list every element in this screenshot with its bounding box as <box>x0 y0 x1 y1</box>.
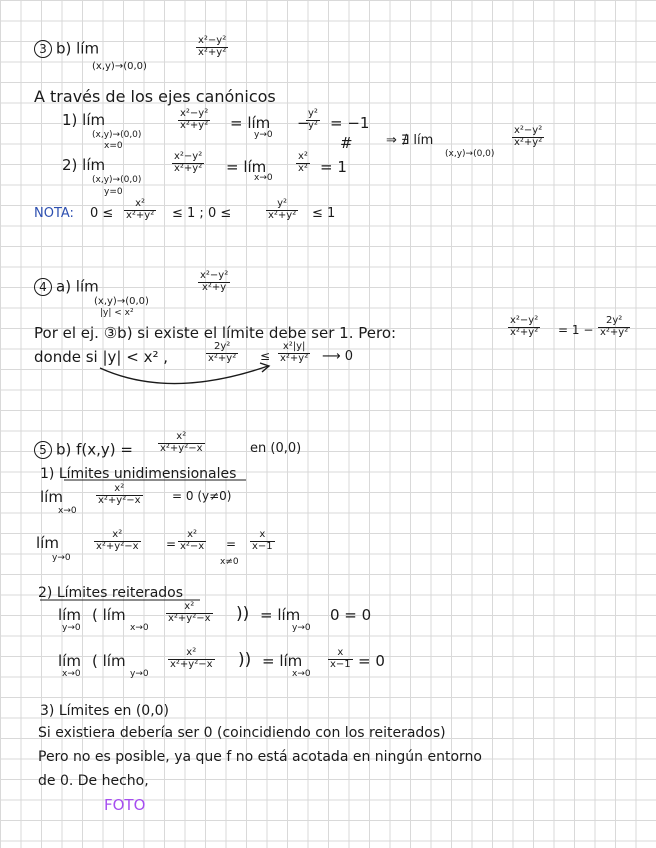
text-line: Pero no es posible, ya que f no está acotada en ningún entorno <box>38 749 482 765</box>
limit-subscript: (x,y)→(0,0) <box>92 130 142 140</box>
contradiction-mark: # <box>340 134 353 152</box>
exercise-4-heading <box>34 278 99 296</box>
exercise-number-badge: 4 <box>34 278 52 296</box>
function-label: b) f(x,y) = <box>56 440 133 459</box>
minus-sign: − <box>297 114 310 132</box>
limit-label: b) lím <box>56 39 100 58</box>
text-line: Si existiera debería ser 0 (coincidiendo con los reiterados) <box>38 725 446 741</box>
equals: = <box>166 537 177 551</box>
limit-label: lím <box>36 534 59 552</box>
fraction: $\frac{x}{x-1}$ <box>330 647 351 670</box>
limit-subscript: y→0 <box>62 623 81 633</box>
limit-subscript: y→0 <box>292 623 311 633</box>
limit-subscript: y→0 <box>254 130 273 140</box>
fraction: $\frac{\text{x²−y²}}{\text{x²+y²}}$ <box>180 108 209 131</box>
nota-bound-mid: ≤ 1 ; 0 ≤ <box>172 206 232 221</box>
exercise-3-heading <box>34 40 99 58</box>
exercise-5-heading <box>34 441 133 459</box>
fraction: $\frac{\text{x²−y²}}{\text{x²+y²}}$ <box>198 35 227 58</box>
fraction: $\frac{\text{x²}}{\text{x²+y²−x}}$ <box>168 601 211 624</box>
limit-subscript: x→0 <box>58 506 77 516</box>
argument-line-1: Por el ej. ③b) si existe el límite debe ser 1. Pero: <box>34 324 397 342</box>
limit-condition: x=0 <box>104 141 123 151</box>
result: = 0 <box>358 652 385 670</box>
condition: x≠0 <box>220 557 239 567</box>
limit-label: a) lím <box>56 277 99 296</box>
result: = 1 <box>320 158 347 176</box>
equals-lim: = lím <box>230 114 271 132</box>
fraction: $\frac{\text{x²}}{\text{x²+y²−x}}$ <box>170 647 213 670</box>
nota-label: NOTA: <box>34 206 74 221</box>
fraction: $\frac{x}{x-1}$ <box>252 529 273 552</box>
limit-subscript: (x,y)→(0,0) <box>92 61 147 72</box>
equals: = <box>226 537 237 551</box>
limit-subscript: y→0 <box>130 669 149 679</box>
case-2-label: 2) lím <box>62 156 106 174</box>
limit-subscript: (x,y)→(0,0) <box>92 175 142 185</box>
exercise-number-badge: 3 <box>34 40 52 58</box>
fraction: $\frac{\text{x²|y|}}{\text{x²+y²}}$ <box>280 341 309 364</box>
less-equal: ≤ <box>260 349 271 363</box>
result: 0 = 0 <box>330 606 372 624</box>
limit-label: lím <box>40 488 63 506</box>
inner-limit: ( lím <box>92 652 126 670</box>
limit-condition: |y| < x² <box>100 308 134 318</box>
equals-lim: = lím <box>260 606 301 624</box>
foto-placeholder: FOTO <box>104 796 146 814</box>
nota-bound-suffix: ≤ 1 <box>312 206 336 221</box>
fraction: $\frac{\text{x²}}{\text{x²+y²−x}}$ <box>96 529 139 552</box>
limit-label: lím <box>58 652 81 670</box>
equals-lim: = lím <box>226 158 267 176</box>
inner-limit: ( lím <box>92 606 126 624</box>
limit-subscript: x→0 <box>130 623 149 633</box>
limit-subscript: (x,y)→(0,0) <box>94 296 149 307</box>
method-text: A través de los ejes canónicos <box>34 87 276 106</box>
fraction: $\frac{\text{x²}}{\text{x²+y²}}$ <box>126 198 155 221</box>
closing-parens: )) <box>236 604 250 624</box>
fraction: $\frac{\text{x²}}{\text{x²−x}}$ <box>180 529 205 552</box>
fraction: $\frac{\text{2y²}}{\text{x²+y²}}$ <box>600 315 629 338</box>
limit-subscript: (x,y)→(0,0) <box>445 149 495 159</box>
fraction: $\frac{\text{2y²}}{\text{x²+y²}}$ <box>208 341 237 364</box>
fraction: $\frac{\text{x²−y²}}{\text{x²+y}}$ <box>200 270 229 293</box>
fraction: $\frac{\text{y²}}{\text{x²+y²}}$ <box>268 198 297 221</box>
tends-to-zero: ⟶ 0 <box>322 349 354 364</box>
fraction: $\frac{\text{x²}}{\text{x²+y²−x}}$ <box>98 483 141 506</box>
case-1-label: 1) lím <box>62 111 106 129</box>
equation-mid: = 1 − <box>558 323 594 337</box>
section-1-title: 1) Límites unidimensionales <box>40 466 237 482</box>
result: = 0 (y≠0) <box>172 489 232 503</box>
section-3-title: 3) Límites en (0,0) <box>40 703 170 719</box>
section-2-title: 2) Límites reiterados <box>38 585 184 601</box>
result: = −1 <box>330 114 370 132</box>
closing-parens: )) <box>238 650 252 670</box>
limit-subscript: x→0 <box>254 173 273 183</box>
argument-line-2: donde si |y| < x² , <box>34 348 168 366</box>
limit-subscript: x→0 <box>62 669 81 679</box>
fraction: $\frac{\text{x²−y²}}{\text{x²+y²}}$ <box>514 125 543 148</box>
fraction: $\frac{\text{x²−y²}}{\text{x²+y²}}$ <box>174 151 203 174</box>
fraction: $\frac{\text{y²}}{\text{y²}}$ <box>308 108 318 131</box>
point-note: en (0,0) <box>250 441 302 456</box>
limit-subscript: y→0 <box>52 553 71 563</box>
text-line: de 0. De hecho, <box>38 773 149 789</box>
fraction: $\frac{\text{x²}}{\text{x²+y²−x}}$ <box>160 431 203 454</box>
fraction: $\frac{\text{x²−y²}}{\text{x²+y²}}$ <box>510 315 539 338</box>
limit-condition: y=0 <box>104 187 123 197</box>
equals-lim: = lím <box>262 652 303 670</box>
conclusion-text: ⇒ ∄ lím <box>386 133 434 148</box>
exercise-number-badge: 5 <box>34 441 52 459</box>
nota-bound-a-prefix: 0 ≤ <box>90 206 114 221</box>
limit-subscript: x→0 <box>292 669 311 679</box>
curved-arrow <box>100 366 268 384</box>
limit-label: lím <box>58 606 81 624</box>
fraction: $\frac{\text{x²}}{\text{x²}}$ <box>298 151 308 174</box>
arrow-head <box>260 363 269 372</box>
